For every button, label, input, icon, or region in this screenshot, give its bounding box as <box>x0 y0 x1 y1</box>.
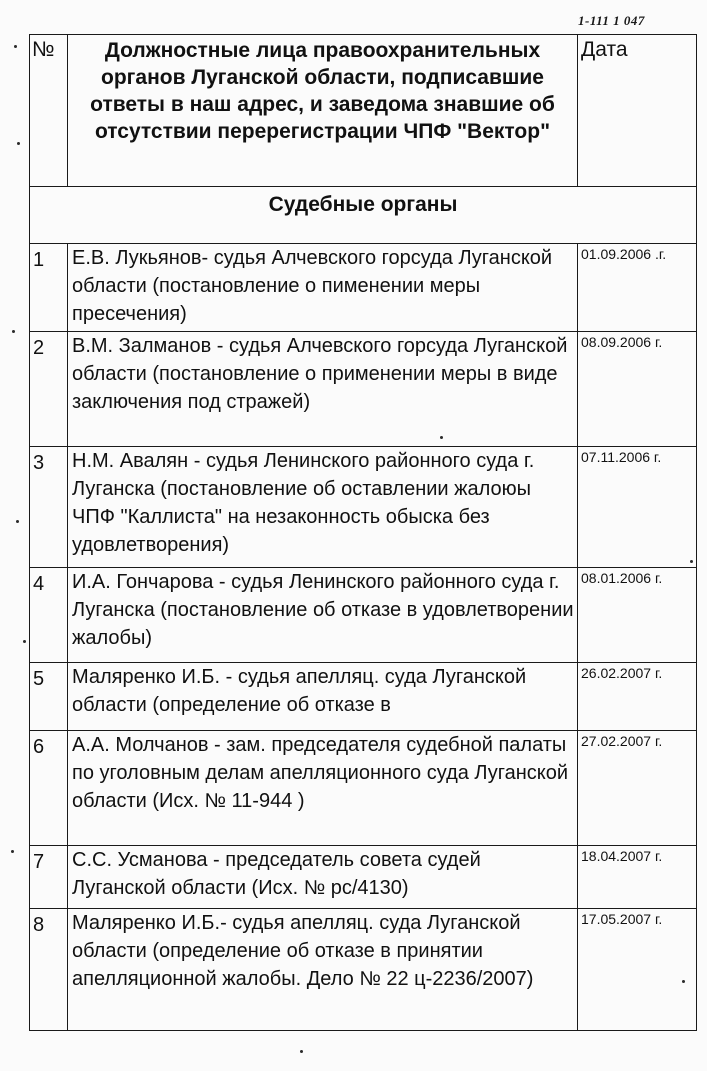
row-num: 3 <box>30 447 68 568</box>
table-row <box>30 332 697 447</box>
row-text: В.М. Залманов - судья Алчевского горсуда Луганской области (постановление о применении меры в виде заключения под стражей) <box>68 332 578 447</box>
row-text: Е.В. Лукьянов- судья Алчевского горсуда Луганской области (постановление о пименении меры пресечения) <box>68 244 578 332</box>
header-num: № <box>30 35 68 187</box>
row-num: 4 <box>30 568 68 663</box>
scan-speck <box>14 45 17 48</box>
header-title: Должностные лица правоохранительных органов Луганской области, подписавшие ответы в наш адрес, и заведома знавшие об отсутствии перерегистрации ЧПФ "Вектор" <box>68 35 578 187</box>
row-num: 7 <box>30 846 68 909</box>
officials-table <box>29 34 697 1031</box>
row-date: 08.09.2006 г. <box>578 332 697 447</box>
row-date: 27.02.2007 г. <box>578 731 697 846</box>
row-text: А.А. Молчанов - зам. председателя судебной палаты по уголовным делам апелляционного суда Луганской области (Исх. № 11-944 ) <box>68 731 578 846</box>
scan-speck <box>23 640 26 643</box>
table-row <box>30 731 697 846</box>
scan-speck <box>16 520 19 523</box>
row-date: 07.11.2006 г. <box>578 447 697 568</box>
table-row <box>30 447 697 568</box>
row-num: 8 <box>30 909 68 1031</box>
scan-speck <box>11 850 14 853</box>
row-text: Маляренко И.Б. - судья апелляц. суда Луганской области (определение об отказе в <box>68 663 578 731</box>
row-date: 17.05.2007 г. <box>578 909 697 1031</box>
row-num: 1 <box>30 244 68 332</box>
scan-speck <box>690 560 693 563</box>
scan-speck <box>17 142 20 145</box>
scan-speck <box>300 1050 303 1053</box>
scan-speck <box>12 330 15 333</box>
header-date: Дата <box>578 35 697 187</box>
row-date: 08.01.2006 г. <box>578 568 697 663</box>
row-text: С.С. Усманова - председатель совета судей Луганской области (Исх. № рс/4130) <box>68 846 578 909</box>
scan-speck <box>682 980 685 983</box>
row-num: 2 <box>30 332 68 447</box>
row-num: 5 <box>30 663 68 731</box>
row-text: И.А. Гончарова - судья Ленинского районного суда г. Луганска (постановление об отказе в удовлетворении жалобы) <box>68 568 578 663</box>
page-code: 1-111 1 047 <box>578 13 645 28</box>
table-row <box>30 568 697 663</box>
row-date: 01.09.2006 .г. <box>578 244 697 332</box>
table-row <box>30 663 697 731</box>
header-row <box>30 35 697 187</box>
section-title: Судебные органы <box>30 187 697 244</box>
row-text: Н.М. Авалян - судья Ленинского районного суда г. Луганска (постановление об оставлении жалоюы ЧПФ "Каллиста" на незаконность обыска без удовлетворения) <box>68 447 578 568</box>
row-date: 26.02.2007 г. <box>578 663 697 731</box>
row-num: 6 <box>30 731 68 846</box>
section-row <box>30 187 697 244</box>
table-row <box>30 244 697 332</box>
table-row <box>30 909 697 1031</box>
row-text: Маляренко И.Б.- судья апелляц. суда Луганской области (определение об отказе в принятии апелляционной жалобы. Дело № 22 ц-2236/2007) <box>68 909 578 1031</box>
scan-speck <box>440 436 443 439</box>
row-date: 18.04.2007 г. <box>578 846 697 909</box>
table-row <box>30 846 697 909</box>
